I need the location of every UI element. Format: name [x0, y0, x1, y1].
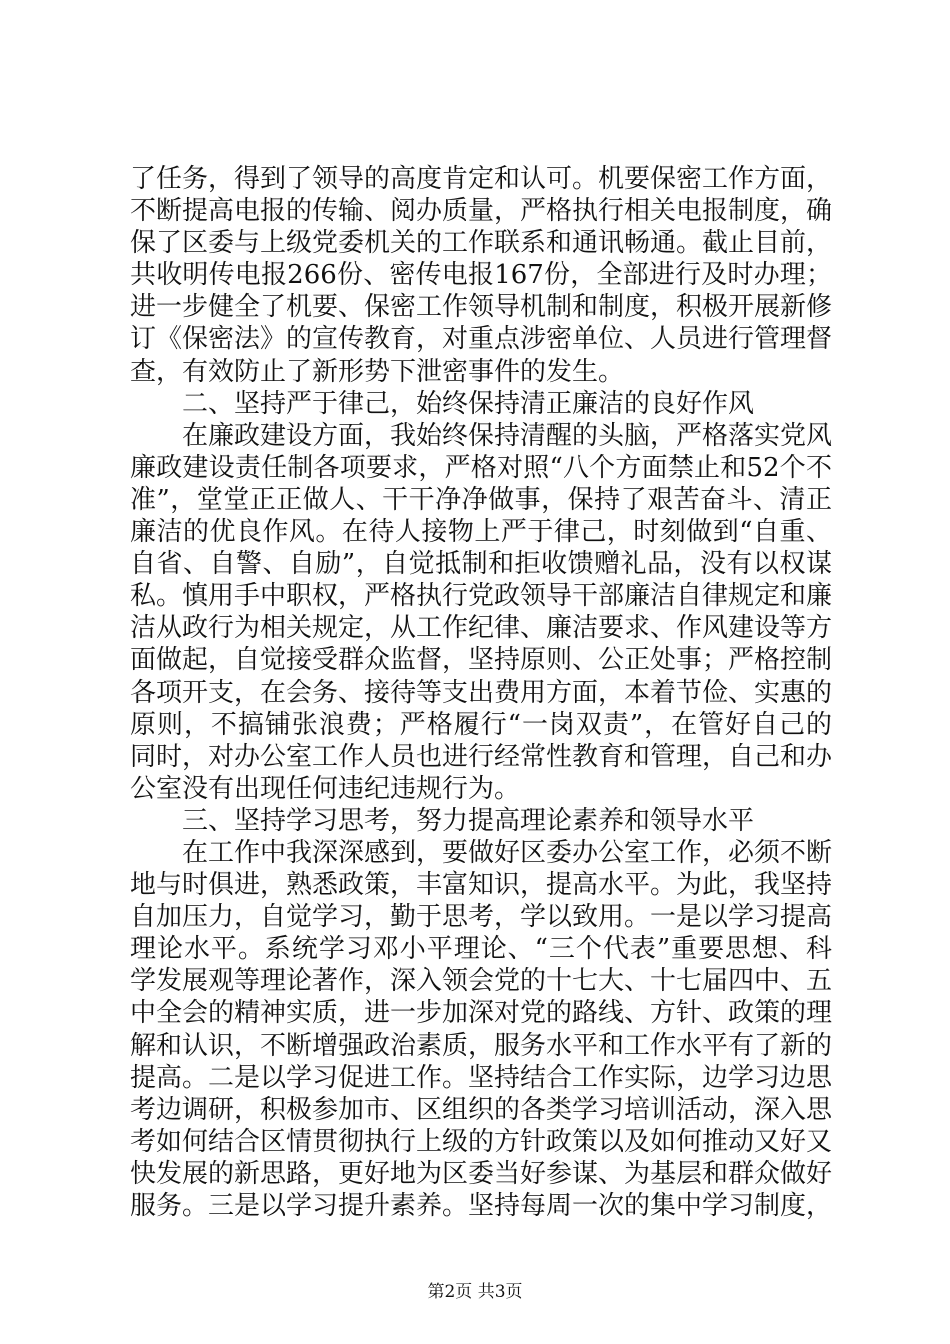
paragraph-integrity: 在廉政建设方面，我始终保持清醒的头脑，严格落实党风廉政建设责任制各项要求，严格对照“八个方面禁止和52个不准”，堂堂正正做人、干干净净做事，保持了艰苦奋斗、清正廉洁的优良作风。在待人接物上严于律己，时刻做到“自重、自省、自警、自励”，自觉抵制和拒收馈赠礼品，没有以权谋私。慎用手中职权，严格执行党政领导干部廉洁自律规定和廉洁从政行为相关规定，从工作纪律、廉洁要求、作风建设等方面做起，自觉接受群众监督，坚持原则、公正处事；严格控制各项开支，在会务、接待等支出费用方面，本着节俭、实惠的原则，不搞铺张浪费；严格履行“一岗双责”，在管好自己的同时，对办公室工作人员也进行经常性教育和管理，自己和办公室没有出现任何违纪违规行为。	[130, 420, 833, 804]
section-heading-2: 二、坚持严于律己，始终保持清正廉洁的良好作风	[182, 388, 755, 419]
document-body	[130, 163, 832, 1222]
page-footer: 第2页 共3页	[427, 1282, 523, 1302]
paragraph-study: 在工作中我深深感到，要做好区委办公室工作，必须不断地与时俱进，熟悉政策，丰富知识，提高水平。为此，我坚持自加压力，自觉学习，勤于思考，学以致用。一是以学习提高理论水平。系统学习邓小平理论、“三个代表”重要思想、科学发展观等理论著作，深入领会党的十七大、十七届四中、五中全会的精神实质，进一步加深对党的路线、方针、政策的理解和认识，不断增强政治素质，服务水平和工作水平有了新的提高。二是以学习促进工作。坚持结合工作实际，边学习边思考边调研，积极参加市、区组织的各类学习培训活动，深入思考如何结合区情贯彻执行上级的方针政策以及如何推动又好又快发展的新思路，更好地为区委当好参谋、为基层和群众做好服务。三是以学习提升素养。坚持每周一次的集中学习制度，	[130, 837, 833, 1221]
section-heading-3: 三、坚持学习思考，努力提高理论素养和领导水平	[182, 805, 755, 836]
paragraph-1: 了任务，得到了领导的高度肯定和认可。机要保密工作方面，不断提高电报的传输、阅办质量，严格执行相关电报制度，确保了区委与上级党委机关的工作联系和通讯畅通。截止目前，共收明传电报266份、密传电报167份，全部进行及时办理；进一步健全了机要、保密工作领导机制和制度，积极开展新修订《保密法》的宣传教育，对重点涉密单位、人员进行管理督查，有效防止了新形势下泄密事件的发生。	[130, 164, 833, 387]
